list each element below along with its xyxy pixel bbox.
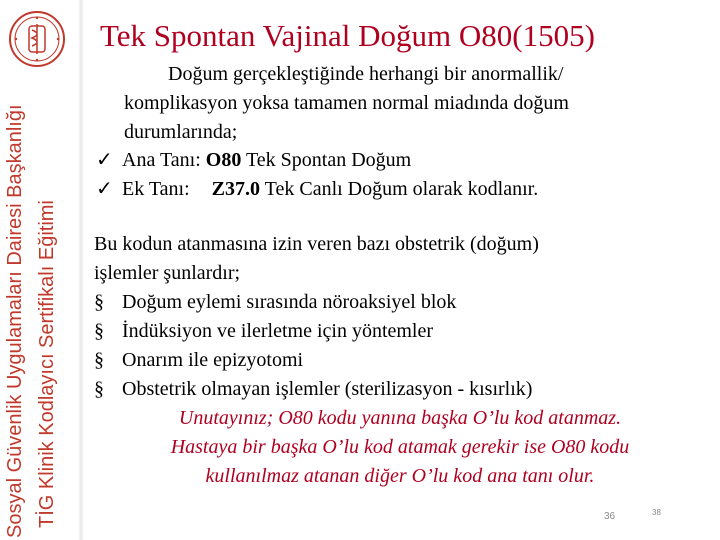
check-item-secondary-diagnosis — [96, 176, 538, 201]
page-number-secondary: 38 — [652, 508, 661, 517]
page-title: Tek Spontan Vajinal Doğum O80(1505) — [100, 18, 595, 53]
procedures-intro-line-1: Bu kodun atanmasına izin veren bazı obstetrik (doğum) — [94, 233, 539, 255]
ministry-logo-icon — [8, 10, 66, 68]
check-item-prefix: Ek Tanı: — [122, 178, 190, 200]
bullet-icon: § — [94, 349, 104, 371]
sidebar-line-2: TİG Klinik Kodlayıcı Sertifikalı Eğitimi — [36, 200, 58, 528]
list-item: § İndüksiyon ve ilerletme için yöntemler — [94, 317, 539, 346]
checkmark-icon: ✓ — [96, 178, 113, 200]
warning-note — [100, 404, 700, 491]
list-item: § Obstetrik olmayan işlemler (sterilizasyon - kısırlık) — [94, 375, 539, 404]
check-item-code: Z37.0 — [211, 178, 261, 200]
check-item-text: Tek Canlı Doğum olarak kodlanır. — [264, 178, 539, 200]
sidebar-line-1: Sosyal Güvenlik Uygulamaları Dairesi Başkanlığı — [4, 104, 26, 538]
page-number: 36 — [604, 511, 616, 522]
check-item-prefix: Ana Tanı: — [122, 149, 201, 171]
intro-line-3: durumlarında; — [124, 121, 238, 143]
intro-paragraph — [124, 60, 569, 147]
check-item-primary-diagnosis — [96, 147, 411, 172]
bullet-icon: § — [94, 378, 104, 400]
note-line-1: Unutayınız; O80 kodu yanına başka O’lu kod atanmaz. — [178, 407, 622, 429]
sidebar-divider — [78, 0, 84, 540]
check-item-code: O80 — [205, 149, 242, 171]
note-line-3: kullanılmaz atanan diğer O’lu kod ana tanı olur. — [205, 465, 595, 487]
sidebar — [0, 0, 80, 540]
procedures-section — [94, 230, 539, 404]
check-item-text: Tek Spontan Doğum — [245, 149, 412, 171]
checkmark-icon: ✓ — [96, 149, 113, 171]
bullet-icon: § — [94, 320, 104, 342]
intro-line-1: Doğum gerçekleştiğinde herhangi bir anormallik/ — [168, 63, 564, 85]
list-item: § Doğum eylemi sırasında nöroaksiyel blok — [94, 288, 539, 317]
procedures-intro-line-2: işlemler şunlardır; — [94, 262, 241, 284]
note-line-2: Hastaya bir başka O’lu kod atamak gerekir ise O80 kodu — [170, 436, 630, 458]
intro-line-2: komplikasyon yoksa tamamen normal miadında doğum — [124, 92, 569, 114]
list-item: § Onarım ile epizyotomi — [94, 346, 539, 375]
bullet-icon: § — [94, 291, 104, 313]
